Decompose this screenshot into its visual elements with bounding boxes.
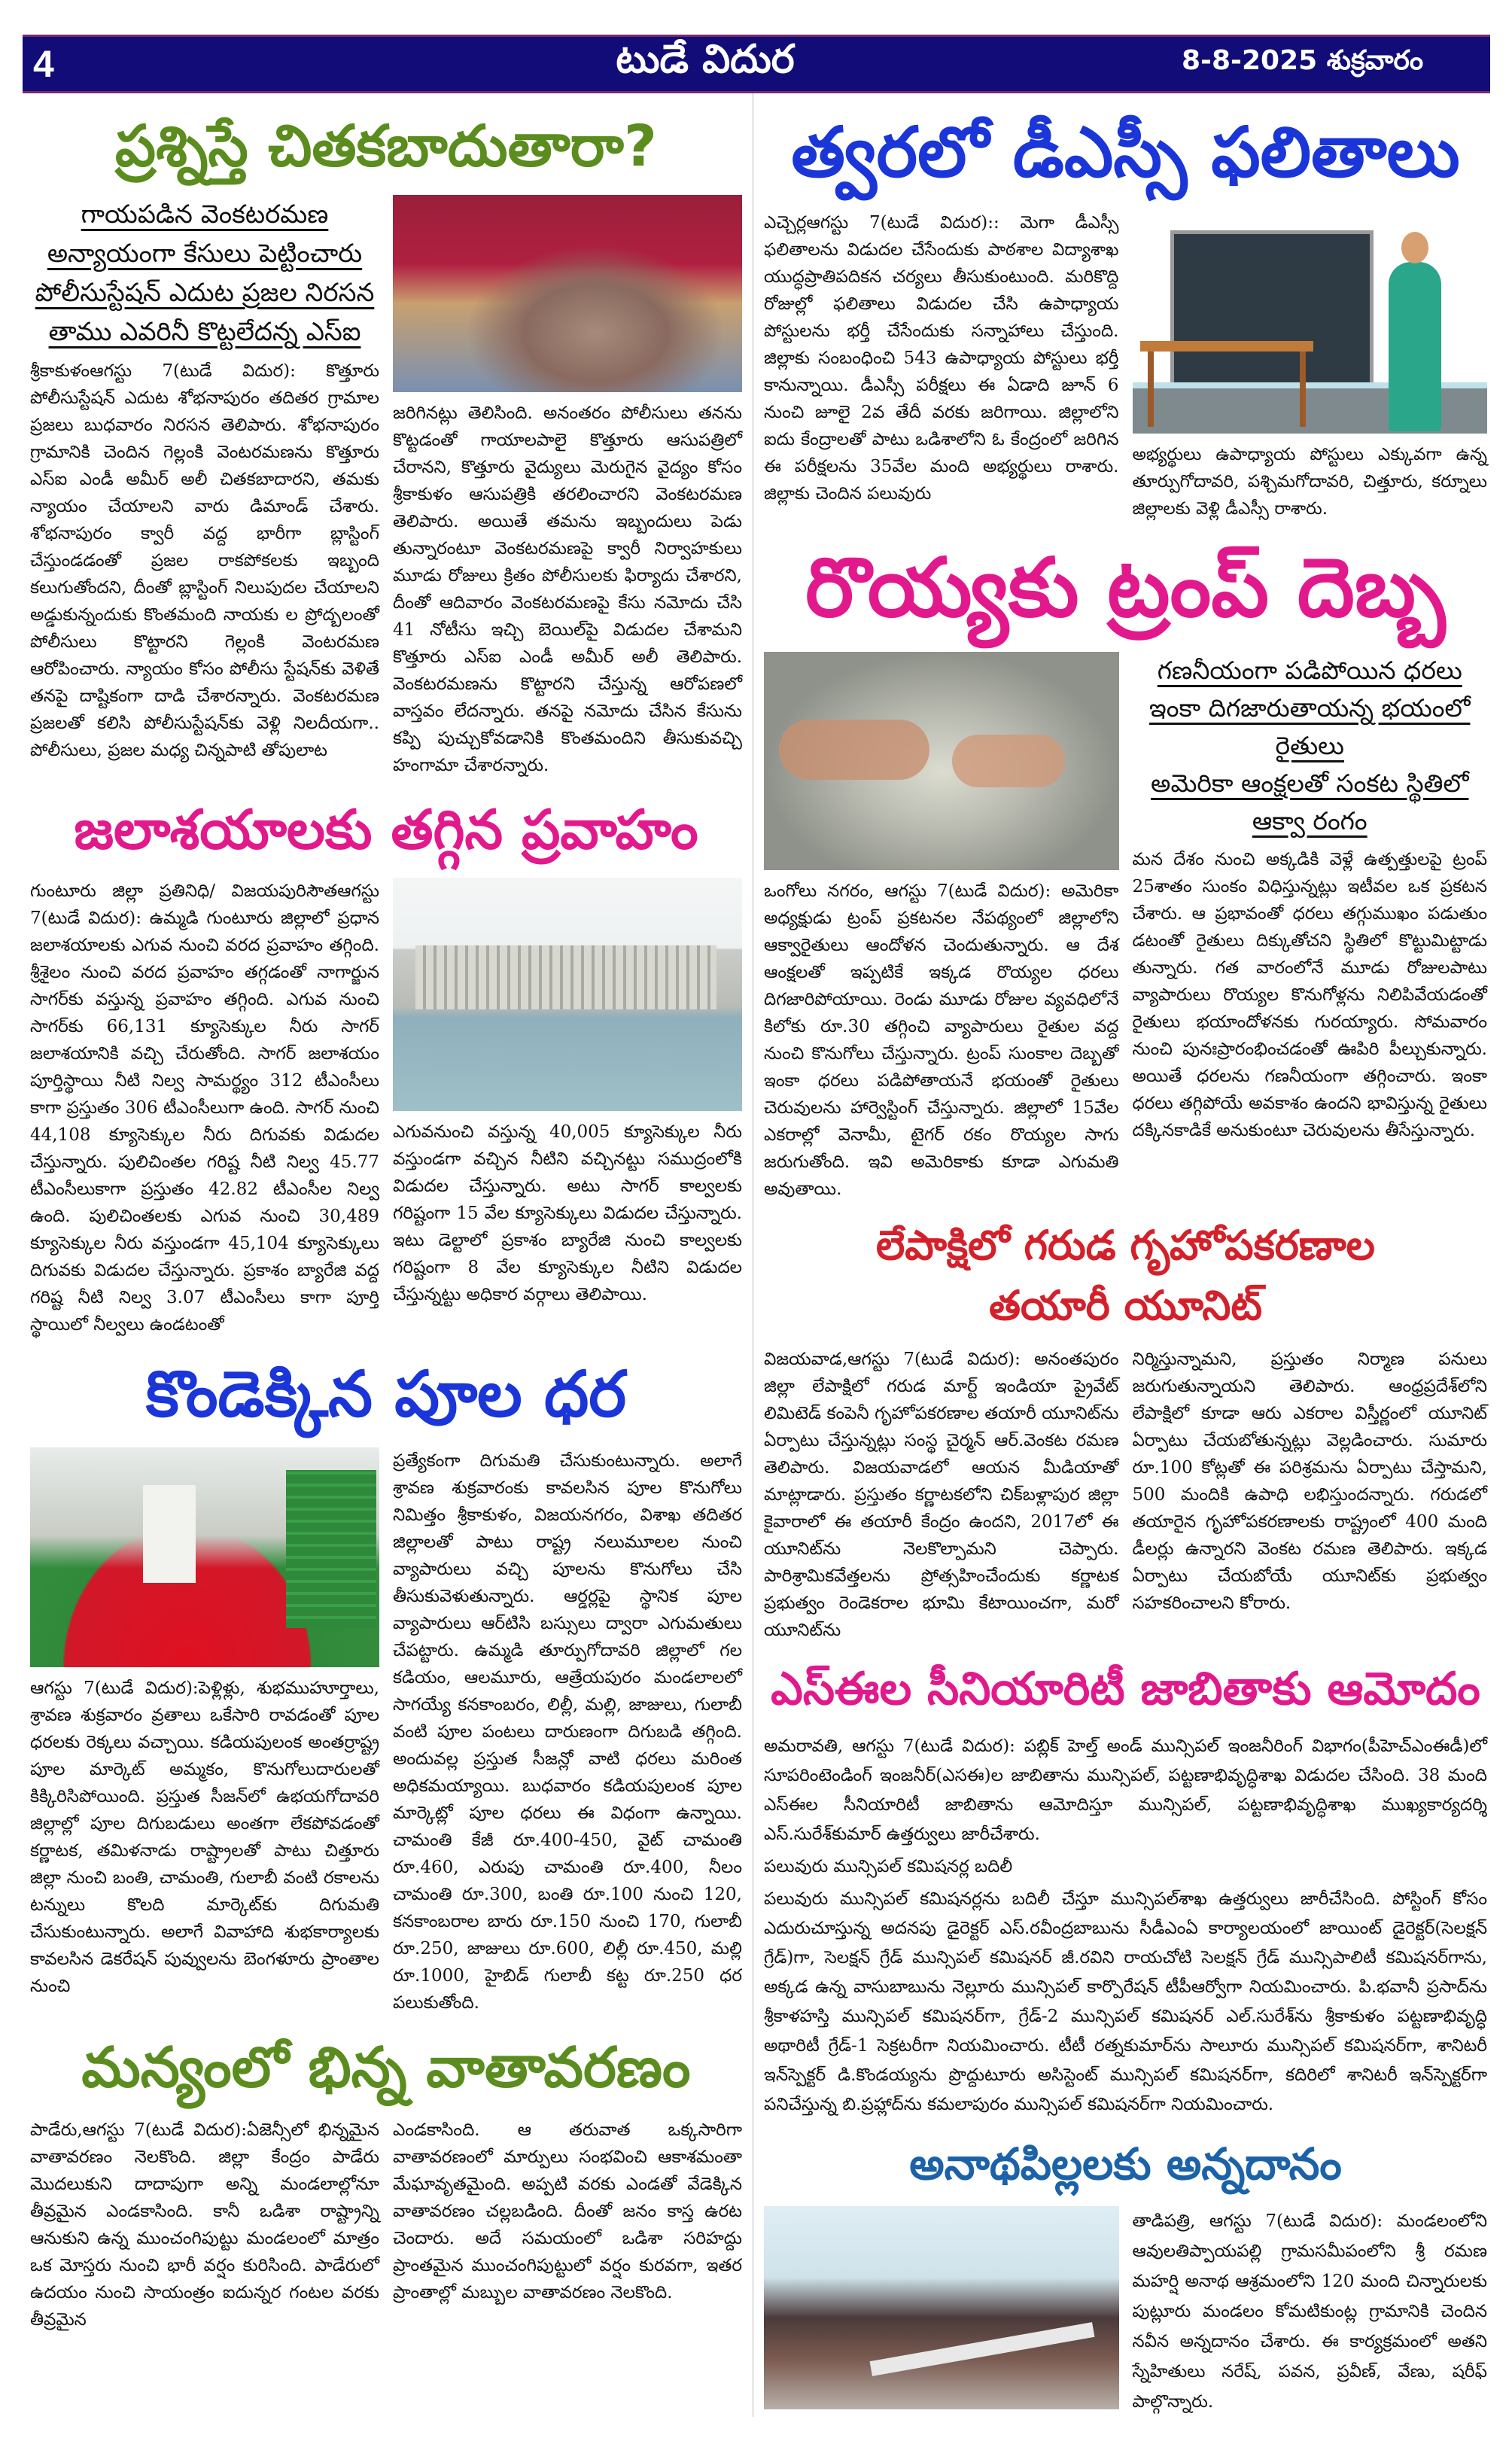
issue-date: 8-8-2025 శుక్రవారం — [1182, 45, 1424, 76]
headline-line: తయారీ యూనిట్ — [988, 1282, 1263, 1330]
flower-market-photo — [30, 1447, 379, 1667]
story2 — [764, 209, 1487, 522]
masthead — [23, 35, 1490, 93]
page-number: 4 — [33, 43, 54, 85]
story5-body-col1: విజయవాడ,ఆగస్టు 7(టుడే విదుర): అనంతపురం జిల్లా లేపాక్షిలో గరుడ మార్ట్ ఇండియా ప్రైవేట్ లిమిటెడ్ కంపెనీ గృహోపకరణాల తయారీ యూనిట్‌ను ఏర్పాటు చేస్తున్నట్లు సంస్థ చైర్మన్ ఆర్.వెంకట రమణ తెలిపారు. విజయవాడలో ఆయన మీడియాతో మాట్లాడారు. ప్రస్తుతం కర్ణాటకలోని చిక్‌బళ్లాపుర జిల్లా కైవారాలో ఈ తయారీ కేంద్రం ఉందని, 2017లో ఈ యూనిట్‌ను నెలకొల్పామని చెప్పారు. పారిశ్రామికవేత్తలను ప్రోత్సహించేందుకు కర్ణాటక ప్రభుత్వం రెండెకరాల భూమి కేటాయించగా, మరో యూనిట్‌ను — [764, 1350, 1119, 1641]
story2-body-col1: ఎచ్చెర్లఆగస్టు 7(టుడే విదుర):: మెగా డీఎస్సీ ఫలితాలను విడుదల చేసేందుకు పాఠశాల విద్యాశాఖ యుద్ధప్రాతిపదికన చర్యలు తీసుకుంటుంది. మరికొద్ది రోజుల్లో ఫలితాలు విడుదల చేసి ఉపాధ్యాయ పోస్టులను భర్తీ చేసేందుకు సన్నాహాలు చేస్తుంది. జిల్లాకు సంబంధించి 543 ఉపాధ్యాయ పోస్టులు భర్తీ కానున్నాయి. డీఎస్సీ పరీక్షలు ఈ ఏడాది జూన్ 6 నుంచి జూలై 2వ తేదీ వరకు జరిగాయి. జిల్లాలోని ఐదు కేంద్రాలతో పాటు ఒడిశాలోని ఓ కేంద్రంలో జరిగిన ఈ పరీక్షలను 35వేల మంది అభ్యర్థులు రాశారు. జిల్లాకు చెందిన పలువురు — [764, 212, 1119, 504]
headline-agency-weather: మన్యంలో భిన్న వాతావరణం — [81, 2035, 691, 2100]
story1-body-col1: శ్రీకాకుళంఆగస్టు 7(టుడే విదుర): కొత్తూరు పోలీసుస్టేషన్ ఎదుట శోభనాపురం తదితర గ్రామాల ప్రజలు బుధవారం నిరసన తెలిపారు. శోభనాపురం గ్రామానికి చెందిన గెల్లంకి వెంటరమణను కొత్తూరు ఎస్ఐ ఎండీ అమీర్ అలీ చితకబాదారని, తమకు న్యాయం చేయాలని వారు డిమాండ్ చేశారు. శోభనాపురం క్వారీ వద్ద భారీగా బ్లాస్టింగ్ చేస్తుండడంతో ప్రజల రాకపోకలకు ఇబ్బంది కలుగుతోందని, దీంతో బ్లాస్టింగ్ నిలుపుదల చేయాలని అడ్డుకున్నందుకు కొంతమంది నాయకు ల ప్రోద్బలంతో పోలీసులు కొట్టారని గెల్లంకి వెంటరమణ ఆరోపించారు. న్యాయం కోసం పోలీసు స్టేషన్‌కు వెళితే తనపై దాష్టికంగా దాడి చేశారన్నారు. వెంకటరమణ ప్రజలతో కలిసి పోలీసుస్టేషన్‌కు వెళ్లి నిలదీయగా.. పోలీసులు, ప్రజల మధ్య చిన్నపాటి తోపులాట — [30, 361, 379, 761]
page-columns — [0, 93, 1512, 2447]
subhead: గాయపడిన వెంకటరమణ — [81, 199, 329, 230]
story8-body-col2: ఎండకాసింది. ఆ తరువాత ఒక్కసారిగా వాతావరణంలో మార్పులు సంభవించి ఆకాశమంతా మేఘావృతమైంది. అప్పటి వరకు ఎండతో వేడెక్కిన వాతావరణం చల్లబడింది. దీంతో జనం కాస్త ఉరట చెందారు. అదే సమయంలో ఒడిశా సరిహద్దు ప్రాంతమైన ముంచంగిపుట్టులో వర్షం కురవగా, ఇతర ప్రాంతాల్లో మబ్బుల వాతావరణం నెలకొంది. — [393, 2120, 742, 2302]
left-half — [30, 93, 753, 2417]
children-meal-photo — [764, 2206, 1119, 2409]
story2-body-col2: అభ్యర్థులు ఉపాధ్యాయ పోస్టులు ఎక్కువగా ఉన్న తూర్పుగోదావరి, పశ్చిమగోదావరి, చిత్తూరు, కర్నూలు జిల్లాలకు వెళ్లి డీఎస్సీ రాశారు. — [1132, 444, 1487, 519]
story1-subheads — [30, 195, 379, 352]
story4 — [30, 878, 742, 1338]
subhead: ఆక్వా రంగం — [1252, 805, 1367, 835]
right-half — [753, 93, 1487, 2417]
paragraph: అమరావతి, ఆగస్టు 7(టుడే విదుర): పబ్లిక్ హెల్త్ అండ్ మున్సిపల్ ఇంజనీరింగ్ విభాగం(పీహెచ్ఎంఈడీ)లో సూపరింటెండింగ్ ఇంజనీర్(ఎసఈ)ల జాబితాను మున్సిపల్, పట్టణాభివృద్ధిశాఖ విడుదల చేసింది. 38 మంది ఎస్ఈల సీనియారిటీ జాబితాను ఆమోదిస్తూ మున్సిపల్, పట్టణాభివృద్ధిశాఖ ముఖ్యకార్యదర్శి ఎస్.సురేశ్‌కుమార్ ఉత్తర్వులు జారీచేశారు. — [764, 1736, 1487, 1845]
headline-se-seniority: ఎస్ఈల సీనియారిటీ జాబితాకు ఆమోదం — [771, 1663, 1480, 1716]
headline-reservoir-inflow: జలాశయాలకు తగ్గిన ప్రవాహం — [74, 798, 698, 862]
story5-body-col2: నిర్మిస్తున్నామని, ప్రస్తుతం నిర్మాణ పనులు జరుగుతున్నాయని తెలిపారు. ఆంధ్రప్రదేశ్‌లోని లేపాక్షిలో కూడా ఆరు ఎకరాల విస్తీర్ణంలో యూనిట్ ఏర్పాటు చేయబోతున్నట్లు వెల్లడించారు. సుమారు రూ.100 కోట్లతో ఈ పరిశ్రమను ఏర్పాటు చేస్తామని, 500 మందికి ఉపాధి లభిస్తుందన్నారు. గరుడలో తయారైన గృహోపకరణాలకు రాష్ట్రంలో 400 మంది డీలర్లు ఉన్నారని వెంకట రమణ తెలిపారు. ఇక్కడ ఏర్పాటు చేయబోయే యూనిట్‌కు ప్రభుత్వం సహకరించాలని కోరారు. — [1132, 1350, 1487, 1614]
headline-shrimp-trump: రొయ్యకు ట్రంప్ దెబ్బ — [805, 540, 1446, 635]
subhead: ఇంకా దిగజారుతాయన్న భయంలో — [1149, 692, 1471, 723]
story1-body-col2: జరిగినట్లు తెలిసింది. అనంతరం పోలీసులు తనను కొట్టడంతో గాయాలపాలై కొత్తూరు ఆసుపత్రిలో చేరానని, కొత్తూరు వైద్యులు మెరుగైన వైద్యం కోసం శ్రీకాకుళం ఆసుపత్రికి తరలించారని వెంకటరమణ తెలిపారు. అయితే తమను ఇబ్బందులు పెడు తున్నారంటూ వెంకటరమణపై క్వారీ నిర్వాహకులు మూడు రోజులు క్రితం పోలీసులకు ఫిర్యాదు చేశారని, దీంతో ఆదివారం వెంకటరమణపై కేసు నమోదు చేసి 41 నోటీసు ఇచ్చి బెయిల్‌పై విడుదల చేశామని కొత్తూరు ఎస్ఐ ఎండీ అమీర్ అలీ తెలిపారు. వెంకటరమణను కొట్టారని చేస్తున్న ఆరోపణలో వాస్తవం లేదన్నారు. తనపై నమోదు చేసిన కేసును కప్పి పుచ్చుకోవడానికి కొంతమందిని తీసుకువచ్చి హంగామా చేశారన్నారు. — [393, 403, 742, 776]
story4-body-col1: గుంటూరు జిల్లా ప్రతినిధి/ విజయపురిసౌతఆగస్టు 7(టుడే విదుర): ఉమ్మడి గుంటూరు జిల్లాలో ప్రధాన జలాశయాలకు ఎగువ నుంచి వరద ప్రవాహం తగ్గింది. శ్రీశైలం నుంచి వరద ప్రవాహం తగ్గడంతో నాగార్జున సాగర్‌కు వస్తున్న ప్రవాహం తగ్గింది. ఎగువ నుంచి సాగర్‌కు 66,131 క్యూసెక్కుల నీరు సాగర్ జలాశయానికి వచ్చి చేరుతోంది. సాగర్ జలాశయం పూర్తిస్థాయి నీటి నిల్వ సామర్థ్యం 312 టీఎంసీలు కాగా ప్రస్తుతం 306 టీఎంసీలుగా ఉంది. సాగర్ నుంచి 44,108 క్యూసెక్కుల నీరు దిగువకు విడుదల చేస్తున్నారు. పులిచింతల గరిష్ట నీటి నిల్వ 45.77 టీఎంసీలుకాగా ప్రస్తుతం 42.82 టీఎంసీల నిల్వ ఉంది. పులిచింతలకు ఎగువ నుంచి 30,489 క్యూసెక్కుల నీరు వస్తుండగా 45,104 క్యూసెక్కులు దిగువకు విడుదల చేస్తున్నారు. ప్రకాశం బ్యారేజి వద్ద గరిష్ట నీటి నిల్వ 3.07 టీఎంసీలు కాగా పూర్తి స్థాయిలో నీల్వలు ఉండటంతో — [30, 881, 379, 1335]
story7-subhead: పలువురు మున్సిపల్ కమిషనర్ల బదిలీ — [764, 1857, 1013, 1877]
paragraph: పలువురు మున్సిపల్ కమిషనర్లను బదిలీ చేస్తూ మున్సిపల్‌శాఖ ఉత్తర్వులు జారీచేసింది. పోస్టింగ్ కోసం ఎదురుచూస్తున్న అదనపు డైరెక్టర్ ఎస్.రవీంద్రబాబును సీడీఎంఏ కార్యాలయంలో జాయింట్ డైరెక్టర్(సెలక్షన్ గ్రేడ్)గా, సెలక్షన్ గ్రేడ్ మున్సిపల్ కమిషనర్ జీ.రవిని రాయచోటి సెలక్షన్ గ్రేడ్ మున్సిపాలిటీ కమిషనర్‌గాను, అక్కడ ఉన్న వాసుబాబును నెల్లూరు మున్సిపల్ కార్పొరేషన్ టీపీఆర్వోగా నియమించారు. పి.భవానీ ప్రసాద్‌ను శ్రీకాళహస్తి మున్సిపల్ కమిషనర్‌గా, గ్రేడ్-2 మున్సిపల్ కమిషనర్ ఎల్.సురేశ్‌ను శ్రీకాకుళం పట్టణాభివృద్ధి అథారిటీ గ్రేడ్-1 సెక్రటరీగా నియమించారు. టీటీ రత్నకుమార్‌ను సాలూరు మున్సిపల్ కమిషనర్‌గా, శానిటరీ ఇన్‌స్పెక్టర్ డి.కొండయ్యను ప్రొద్దుటూరు అసిస్టెంట్ మున్సిపల్ కమిషనర్‌గా, కదిరిలో శానిటరీ ఇన్‌స్పెక్టర్‌గా పనిచేస్తున్న బి.ప్రహ్లాద్‌ను కమలాపురం మున్సిపల్ కమిషనర్‌గా నియమించారు. — [764, 1889, 1487, 2115]
subhead: గణనీయంగా పడిపోయిన ధరలు — [1157, 655, 1462, 685]
newspaper-name: టుడే విదుర — [616, 36, 795, 82]
headline-line: లేపాక్షిలో గరుడ గృహోపకరణాల — [876, 1221, 1375, 1269]
headline-garuda-unit — [764, 1222, 1487, 1329]
story9 — [764, 2206, 1487, 2417]
story8-body-col1: పాడేరు,ఆగస్టు 7(టుడే విదుర):ఏజెన్సీలో భిన్నమైన వాతావరణం నెలకొంది. జిల్లా కేంద్రం పాడేరు మొదలుకుని దాదాపుగా అన్ని మండలాల్లోనూ తీవ్రమైన ఎండకాసింది. కానీ ఒడిశా రాష్ట్రాన్ని ఆనుకుని ఉన్న ముంచంగిపుట్టు మండలంలో మాత్రం ఒక మోస్తరు నుంచి భారీ వర్షం కురిసింది. పాడేరులో ఉదయం నుంచి సాయంత్రం ఐదున్నర గంటల వరకు తీవ్రమైన — [30, 2120, 379, 2330]
story6-body-col2: ప్రత్యేకంగా దిగుమతి చేసుకుంటున్నారు. అలాగే శ్రావణ శుక్రవారంకు కావలసిన పూల కొనుగోలు నిమిత్తం శ్రీకాకుళం, విజయనగరం, విశాఖ తదితర జిల్లాలతో పాటు రాష్ట్ర నలుమూలల నుంచి వ్యాపారులు వచ్చి పూలను కొనుగోలు చేసి తీసుకువెళుతున్నారు. ఆర్డర్లపై స్థానిక పూల వ్యాపారులు ఆర్‌టిసి బస్సులు ద్వారా ఎగుమతులు చేపట్టారు. ఉమ్మడి తూర్పుగోదావరి జిల్లాలో గల కడియం, ఆలమూరు, ఆత్రేయపురం మండలాలలో సాగయ్యే కనకాంబరం, లిల్లీ, మల్లి, జాజులు, గులాబీ వంటి పూల పంటలు దారుణంగా దిగుబడి తగ్గింది. అందువల్ల ప్రస్తుత సీజన్లో వాటి ధరలు మరింత అధికమయ్యాయి. బుధవారం కడియపులంక పూల మార్కెట్లో పూల ధరలు ఈ విధంగా ఉన్నాయి. చామంతి కేజీ రూ.400-450, వైట్ చామంతి రూ.460, ఎరుపు చామంతి రూ.400, నీలం చామంతి రూ.300, బంతి రూ.100 నుంచి 120, కనకాంబరాల బారు రూ.150 నుంచి 170, గులాబీ రూ.250, జాజులు రూ.600, లిల్లీ రూ.450, మల్లి రూ.1000, హైబిడ్ గులాబీ కట్ట రూ.250 ధర పలుకుతోంది. — [393, 1450, 742, 2013]
subhead: పోలీసుస్టేషన్ ఎదుట ప్రజల నిరసన — [35, 278, 375, 309]
story7-body — [764, 1732, 1487, 2120]
story3-subheads — [1133, 652, 1488, 840]
story1 — [30, 195, 742, 779]
story6-body-col1: ఆగస్టు 7(టుడే విదుర):పెళ్లిళ్లు, శుభముహూర్తాలు, శ్రావణ శుక్రవారం వ్రతాలు ఒకేసారి రావడంతో పూల ధరలకు రెక్కలు వచ్చాయి. కడియపులంక అంతర్రాష్ట్ర పూల మార్కెట్ అమ్మకం, కొనుగోలుదారులతో కిక్కిరిసిపోయింది. ప్రస్తుత సీజన్‌లో ఉభయగోదావరి జిల్లాల్లో పూల దిగుబడులు అంతగా లేకపోవడంతో కర్ణాటక, తమిళనాడు రాష్ట్రాలతో పాటు చిత్తూరు జిల్లా నుంచి బంతి, చామంతి, గులాబీ వంటి రకాలను టన్నులు కొలది మార్కెట్‌కు దిగుమతి చేసుకుంటున్నారు. అలాగే వివాహాది శుభకార్యాలకు కావలసిన డెకరేషన్ పువ్వులను బెంగళూరు ప్రాంతాల నుంచి — [30, 1678, 379, 1996]
injury-photo — [393, 195, 742, 392]
story5 — [764, 1346, 1487, 1644]
headline-flower-prices: కొండెక్కిన పూల ధర — [145, 1357, 627, 1432]
story3 — [764, 652, 1487, 1203]
story4-body-col2: ఎగువనుంచి వస్తున్న 40,005 క్యూసెక్కుల నీరు వస్తుండగా వచ్చిన నీటిని వచ్చినట్టు సముద్రంలోకి విడుదల చేస్తున్నారు. అటు సాగర్ కాల్వలకు గరిష్టంగా 15 వేల క్యూసెక్కులు విడుదల చేస్తున్నారు. ఇటు డెల్టాలో ప్రకాశం బ్యారేజి నుంచి కాల్వలకు గరిష్టంగా 8 వేల క్యూసెక్కుల నీటిని విడుదల చేస్తున్నట్టు అధికార వర్గాలు తెలిపాయి. — [393, 1122, 742, 1305]
teacher-illustration — [1133, 209, 1488, 434]
subhead: రైతులు — [1275, 730, 1344, 760]
subhead: అన్యాయంగా కేసులు పెట్టించారు — [47, 239, 363, 269]
story3-body-col1: ఒంగోలు నగరం, ఆగస్టు 7(టుడే విదుర): అమెరికా అధ్యక్షుడు ట్రంప్ ప్రకటనల నేపథ్యంలో జిల్లాలోని ఆక్వారైతులు ఆందోళన చెందుతున్నారు. ఆ దేశ ఆంక్షలతో ఇప్పటికే ఇక్కడ రొయ్యల ధరలు దిగజారిపోయాయి. రెండు మూడు రోజుల వ్యవధిలోనే కిలోకు రూ.30 తగ్గించి వ్యాపారులు రైతుల వద్ద నుంచి కొనుగోలు చేస్తున్నారు. ట్రంప్ సుంకాల దెబ్బతో ఇంకా ధరలు పడిపోతాయనే భయంతో రైతులు చెరువులను హార్వెస్టింగ్ చేస్తున్నారు. జిల్లాలో 15వేల ఎకరాల్లో వెనామీ, టైగర్ రకం రొయ్యల సాగు జరుగుతోంది. ఇవి అమెరికాకు కూడా ఎగుమతి అవుతాయి. — [764, 881, 1119, 1199]
story3-body-col2: మన దేశం నుంచి అక్కడికి వెళ్లే ఉత్పత్తులపై ట్రంప్ 25శాతం సుంకం విధిస్తున్నట్లు ఇటీవల ఒక ప్రకటన చేశారు. ఆ ప్రభావంతో ధరలు తగ్గుముఖం పడుతుం డటంతో రైతులు దిక్కుతోచని స్థితిలో కొట్టుమిట్టాడు తున్నారు. గత వారంలోనే మూడు రోజులపాటు వ్యాపారులు రొయ్యల కొనుగోళ్లను నిలిపివేయడంతో రైతులు భయాందోళనకు గురయ్యారు. సోమవారం నుంచి పునఃప్రారంభించడంతో ఊపిరి పీల్చుకున్నారు. అయితే ధరలను గణనీయంగా తగ్గించారు. ఇంకా ధరలు తగ్గిపోయే అవకాశం ఉందని భావిస్తున్న రైతులు దక్కినకాడికే అనుకుంటూ చెరువులను తీసేస్తున్నారు. — [1132, 849, 1487, 1140]
subhead: అమెరికా ఆంక్షలతో సంకట స్థితిలో — [1151, 768, 1469, 798]
headline-orphan-meal: అనాథపిల్లలకు అన్నదానం — [909, 2138, 1342, 2190]
headline-dsc-results: త్వరలో డీఎస్సీ ఫలితాలు — [791, 112, 1460, 193]
story9-body: తాడిపత్రి, ఆగస్టు 7(టుడే విదుర): మండలంలోని ఆవులతిప్పాయపల్లి గ్రామసమీపంలోని శ్రీ రమణ మహర్షి అనాథ ఆశ్రమంలోని 120 మంది చిన్నారులకు పుట్లూరు మండలం కోమటికుంట్ల గ్రామానికి చెందిన నవీన అన్నదానం చేశారు. ఈ కార్యక్రమంలో అతని స్నేహితులు నరేష్, పవన, ప్రవీణ్, వేణు, షరీఫ్ పాల్గొన్నారు. — [1132, 2211, 1487, 2412]
dam-photo — [393, 878, 742, 1111]
story6 — [30, 1447, 742, 2016]
headline-police-beating: ప్రశ్నిస్తే చితకబాదుతారా? — [115, 112, 657, 179]
subhead: తాము ఎవరినీ కొట్టలేదన్న ఎస్ఐ — [48, 317, 361, 348]
story8 — [30, 2117, 742, 2333]
shrimp-photo — [764, 652, 1119, 870]
